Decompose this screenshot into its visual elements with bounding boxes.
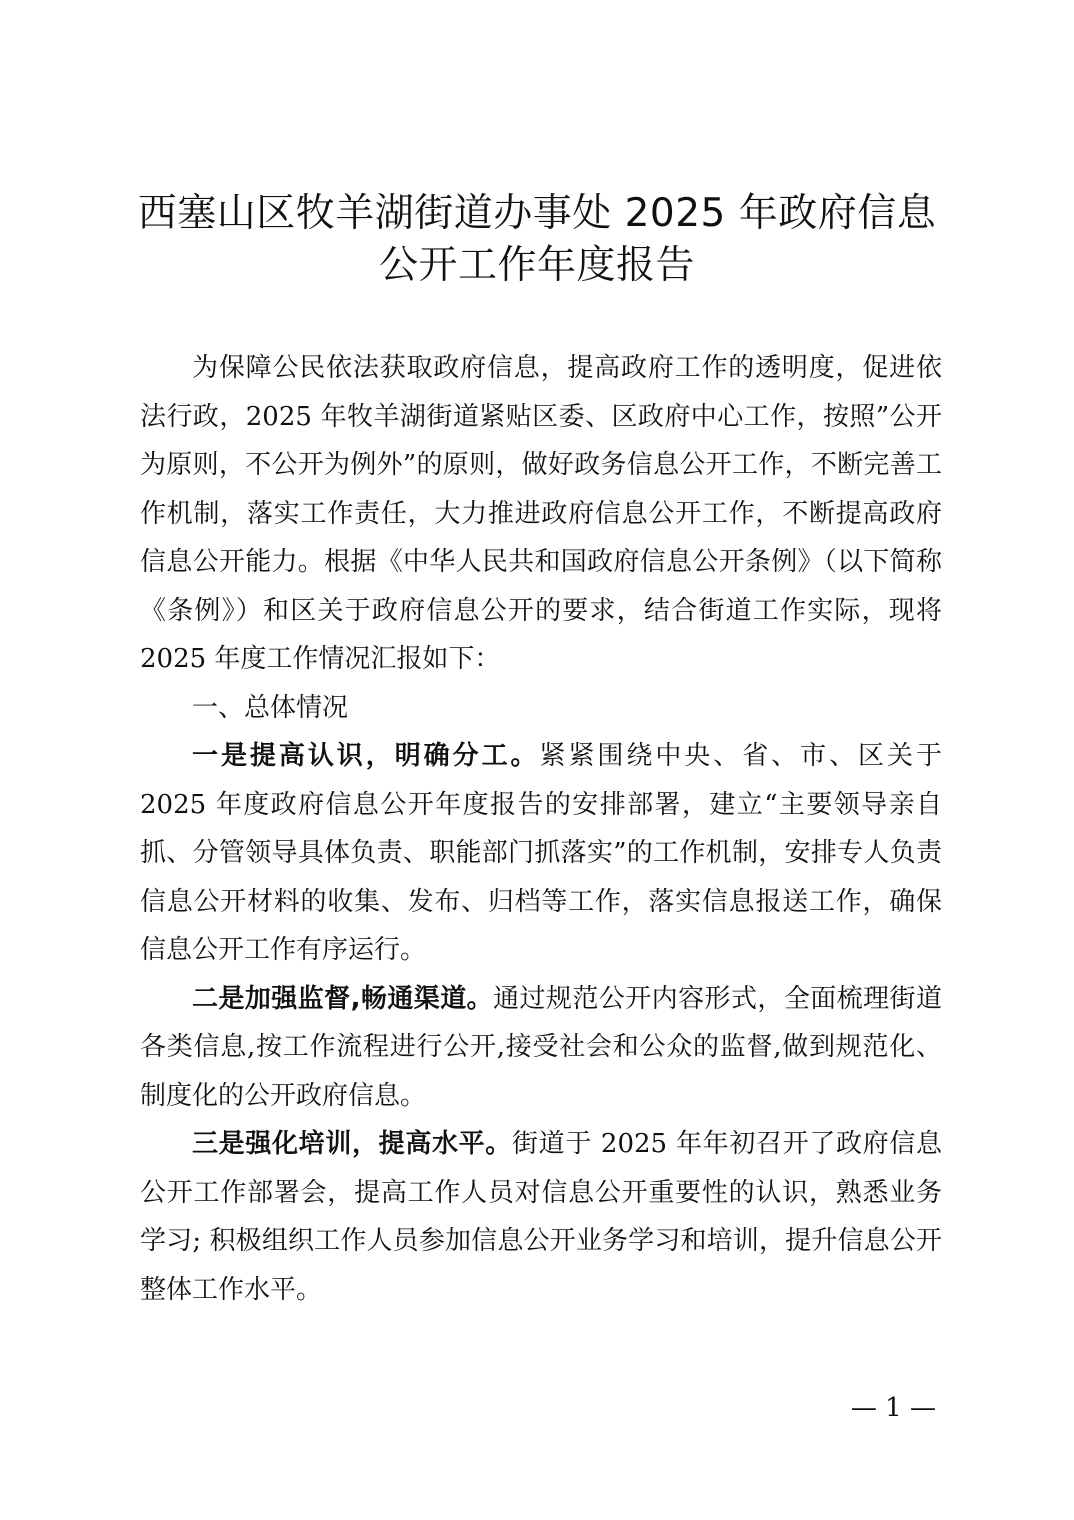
point-paragraph-1	[140, 732, 942, 975]
document-title	[100, 188, 974, 292]
point-paragraph-2	[140, 975, 942, 1121]
point-text-3: 街道于 2025 年年初召开了政府信息公开工作部署会，提高工作人员对信息公开重要性的认识，熟悉业务学习; 积极组织工作人员参加信息公开业务学习和培训，提升信息公开整体工作水平。	[140, 1129, 942, 1305]
point-lead-2: 二是加强监督,畅通渠道。	[192, 983, 494, 1014]
point-text-2: 通过规范公开内容形式，全面梳理街道各类信息,按工作流程进行公开,接受社会和公众的监督,做到规范化、制度化的公开政府信息。	[140, 983, 942, 1111]
point-lead-3: 三是强化培训，提高水平。	[192, 1129, 512, 1159]
title-line-1: 西塞山区牧羊湖街道办事处 2025 年政府信息	[137, 191, 937, 236]
point-paragraph-3	[140, 1120, 942, 1314]
intro-paragraph: 为保障公民依法获取政府信息，提高政府工作的透明度，促进依法行政，2025 年牧羊湖街道紧贴区委、区政府中心工作，按照”公开为原则，不公开为例外”的原则，做好政务信息公开工作，不断完善工作机制，落实工作责任，大力推进政府信息公开工作，不断提高政府信息公开能力。根据《中华人民共和国政府信息公开条例》（以下简称《条例》）和区关于政府信息公开的要求，结合街道工作实际，现将 2025 年度工作情况汇报如下：	[140, 353, 942, 674]
point-text-1: 紧紧围绕中央、省、市、区关于 2025 年度政府信息公开年度报告的安排部署，建立“主要领导亲自抓、分管领导具体负责、职能部门抓落实”的工作机制，安排专人负责信息公开材料的收集、发布、归档等工作，落实信息报送工作，确保信息公开工作有序运行。	[140, 741, 942, 965]
section-heading-overview: 一、总体情况	[192, 692, 349, 723]
point-lead-1: 一是提高认识，明确分工。	[192, 741, 540, 771]
page-number: — 1 —	[850, 1393, 936, 1423]
document-body	[140, 344, 942, 1314]
title-line-2: 公开工作年度报告	[378, 243, 695, 288]
